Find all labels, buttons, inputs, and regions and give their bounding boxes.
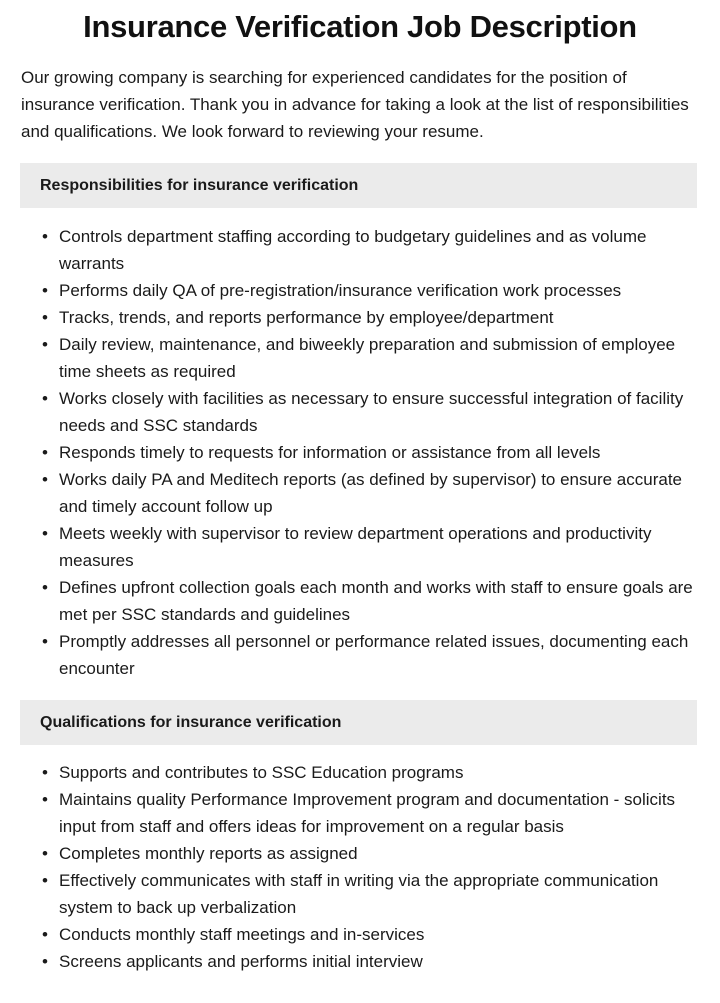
- list-item-text: Screens applicants and performs initial interview: [59, 952, 423, 971]
- bullet-icon: •: [42, 763, 48, 782]
- list-item: [0, 921, 720, 948]
- list-item-text: Responds timely to requests for information or assistance from all levels: [59, 443, 601, 462]
- list-item: [0, 759, 720, 786]
- list-item: [0, 223, 720, 277]
- list-item: [0, 867, 720, 921]
- section-header-qualifications-label: Qualifications for insurance verification: [40, 713, 342, 731]
- list-item: [0, 948, 720, 975]
- bullet-icon: •: [42, 871, 48, 890]
- bullet-icon: •: [42, 578, 48, 597]
- list-item-text: Tracks, trends, and reports performance by employee/department: [59, 308, 554, 327]
- page-title: Insurance Verification Job Description: [83, 9, 637, 44]
- qualifications-list: [0, 745, 720, 975]
- list-item-text: Completes monthly reports as assigned: [59, 844, 358, 863]
- bullet-icon: •: [42, 952, 48, 971]
- list-item: [0, 628, 720, 682]
- list-item: [0, 520, 720, 574]
- section-header-responsibilities-label: Responsibilities for insurance verification: [40, 176, 359, 194]
- bullet-icon: •: [42, 308, 48, 327]
- section-header-qualifications: [20, 700, 697, 745]
- bullet-icon: •: [42, 524, 48, 543]
- list-item-text: Works daily PA and Meditech reports (as defined by supervisor) to ensure accurate and timely account follow up: [59, 470, 683, 516]
- list-item-text: Promptly addresses all personnel or performance related issues, documenting each encounter: [59, 632, 689, 678]
- list-item-text: Daily review, maintenance, and biweekly preparation and submission of employee time sheets as required: [59, 335, 676, 381]
- bullet-icon: •: [42, 844, 48, 863]
- list-item: [0, 786, 720, 840]
- bullet-icon: •: [42, 925, 48, 944]
- list-item-text: Supports and contributes to SSC Education programs: [59, 763, 464, 782]
- list-item: [0, 385, 720, 439]
- list-item: [0, 304, 720, 331]
- list-item-text: Defines upfront collection goals each month and works with staff to ensure goals are met per SSC standards and guidelines: [59, 578, 693, 624]
- list-item-text: Meets weekly with supervisor to review department operations and productivity measures: [59, 524, 652, 570]
- list-item: [0, 574, 720, 628]
- list-item-text: Controls department staffing according to budgetary guidelines and as volume warrants: [59, 227, 647, 273]
- bullet-icon: •: [42, 443, 48, 462]
- responsibilities-list: [0, 208, 720, 682]
- bullet-icon: •: [42, 227, 48, 246]
- bullet-icon: •: [42, 790, 48, 809]
- list-item: [0, 466, 720, 520]
- list-item-text: Performs daily QA of pre-registration/insurance verification work processes: [59, 281, 622, 300]
- list-item-text: Effectively communicates with staff in writing via the appropriate communication system to back up verbalization: [59, 871, 659, 917]
- list-item-text: Conducts monthly staff meetings and in-services: [59, 925, 425, 944]
- bullet-icon: •: [42, 632, 48, 651]
- list-item-text: Maintains quality Performance Improvement program and documentation - solicits input from staff and offers ideas for improvement on a regular basis: [59, 790, 676, 836]
- intro-paragraph: Our growing company is searching for experienced candidates for the position of insurance verification. Thank you in advance for taking a look at the list of responsibilities and qualifications. We look forward to reviewing your resume.: [21, 68, 689, 141]
- list-item: [0, 331, 720, 385]
- bullet-icon: •: [42, 389, 48, 408]
- bullet-icon: •: [42, 470, 48, 489]
- list-item: [0, 277, 720, 304]
- list-item: [0, 439, 720, 466]
- section-header-responsibilities: [20, 163, 697, 208]
- list-item: [0, 840, 720, 867]
- bullet-icon: •: [42, 281, 48, 300]
- list-item-text: Works closely with facilities as necessary to ensure successful integration of facility needs and SSC standards: [59, 389, 684, 435]
- bullet-icon: •: [42, 335, 48, 354]
